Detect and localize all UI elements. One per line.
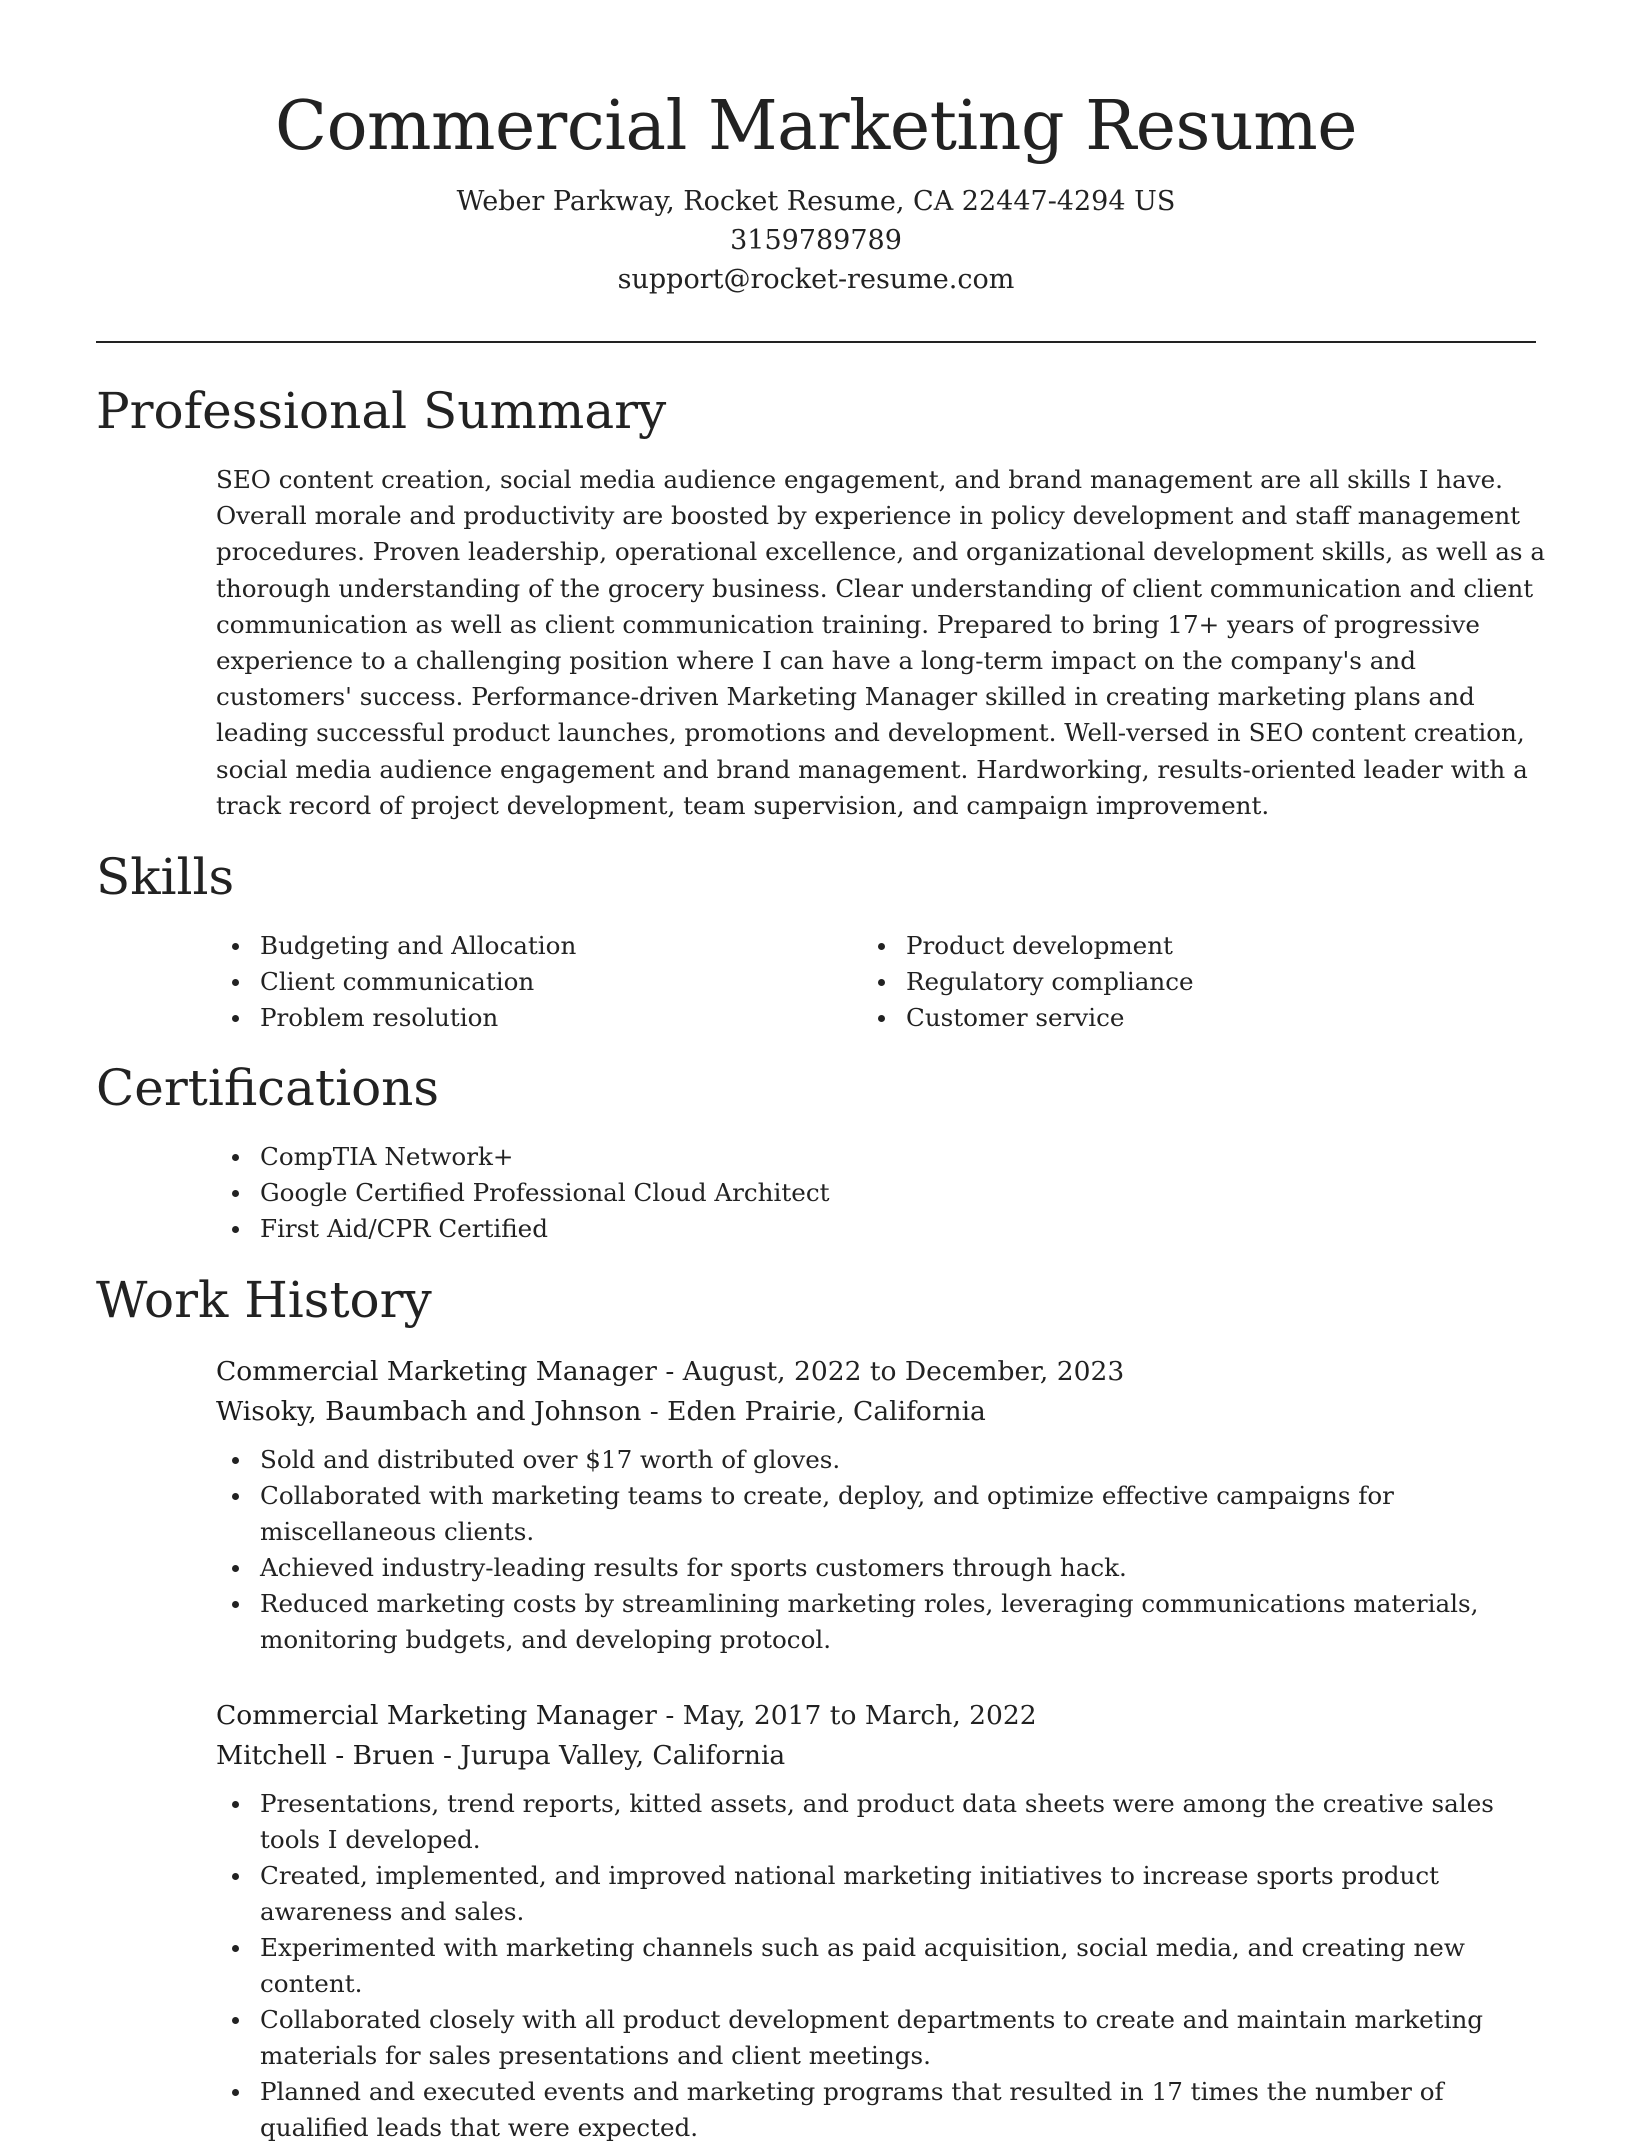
skill-item: Client communication — [216, 964, 816, 1000]
work-history-heading: Work History — [96, 1271, 432, 1329]
summary-heading: Professional Summary — [96, 382, 667, 440]
skills-column-left — [216, 928, 816, 1036]
job-bullet: Experimented with marketing channels such as paid acquisition, social media, and creating new content. — [216, 1930, 1546, 2002]
job-bullet: Created, implemented, and improved national marketing initiatives to increase sports product awareness and sales. — [216, 1858, 1546, 1930]
job-company: Wisoky, Baumbach and Johnson — [216, 1396, 642, 1427]
summary-text: SEO content creation, social media audience engagement, and brand management are all skills I have. Overall morale and productivity are boosted by experience in policy development and staff management procedures. Proven leadership, operational excellence, and organizational development skills, as well as a thorough understanding of the grocery business. Clear understanding of client communication and client communication as well as client communication training. Prepared to bring 17+ years of progressive experience to a challenging position where I can have a long-term impact on the company's and customers' success. Performance-driven Marketing Manager skilled in creating marketing plans and leading successful product launches, promotions and development. Well-versed in SEO content creation, social media audience engagement and brand management. Hardworking, results-oriented leader with a track record of project development, team supervision, and campaign improvement. — [216, 465, 1546, 820]
job-location: Eden Prairie, California — [667, 1396, 986, 1427]
job-bullet: Sold and distributed over $17 worth of gloves. — [216, 1442, 1546, 1478]
resume-header — [0, 0, 1632, 299]
skill-item: Customer service — [862, 1000, 1462, 1036]
job-dates: May, 2017 to March, 2022 — [682, 1700, 1037, 1731]
job-company-line: Mitchell - Bruen - Jurupa Valley, California — [216, 1740, 786, 1771]
skill-item: Product development — [862, 928, 1462, 964]
job-bullet: Reduced marketing costs by streamlining marketing roles, leveraging communications materials, monitoring budgets, and developing protocol. — [216, 1586, 1546, 1658]
skill-item: Budgeting and Allocation — [216, 928, 816, 964]
skill-item: Regulatory compliance — [862, 964, 1462, 1000]
skills-heading: Skills — [96, 848, 235, 906]
contact-block — [0, 182, 1632, 299]
job-entry — [216, 1352, 1546, 1658]
certification-item: First Aid/CPR Certified — [216, 1211, 1416, 1247]
job-title-line: Commercial Marketing Manager - August, 2022 to December, 2023 — [216, 1356, 1125, 1387]
contact-phone: 3159789789 — [730, 225, 902, 256]
job-dates: August, 2022 to December, 2023 — [682, 1356, 1125, 1387]
job-title: Commercial Marketing Manager — [216, 1700, 657, 1731]
certifications-list — [216, 1139, 1416, 1247]
resume-title: Commercial Marketing Resume — [275, 87, 1357, 166]
job-entry — [216, 1696, 1546, 2146]
job-company-line: Wisoky, Baumbach and Johnson - Eden Prairie, California — [216, 1396, 986, 1427]
header-divider — [96, 341, 1536, 343]
skills-column-right — [862, 928, 1462, 1036]
certification-item: CompTIA Network+ — [216, 1139, 1416, 1175]
skill-item: Problem resolution — [216, 1000, 816, 1036]
contact-email: support@rocket-resume.com — [617, 264, 1015, 295]
contact-address: Weber Parkway, Rocket Resume, CA 22447-4294 US — [456, 186, 1176, 217]
job-title: Commercial Marketing Manager — [216, 1356, 657, 1387]
job-bullet: Planned and executed events and marketing programs that resulted in 17 times the number of qualified leads that were expected. — [216, 2074, 1546, 2146]
certifications-heading: Certifications — [96, 1059, 440, 1117]
job-company: Mitchell - Bruen — [216, 1740, 435, 1771]
job-title-line: Commercial Marketing Manager - May, 2017 to March, 2022 — [216, 1700, 1037, 1731]
job-location: Jurupa Valley, California — [460, 1740, 786, 1771]
job-bullet: Presentations, trend reports, kitted assets, and product data sheets were among the creative sales tools I developed. — [216, 1786, 1546, 1858]
job-bullet: Collaborated with marketing teams to create, deploy, and optimize effective campaigns for miscellaneous clients. — [216, 1478, 1546, 1550]
job-bullet: Collaborated closely with all product development departments to create and maintain marketing materials for sales presentations and client meetings. — [216, 2002, 1546, 2074]
certification-item: Google Certified Professional Cloud Architect — [216, 1175, 1416, 1211]
job-bullet: Achieved industry-leading results for sports customers through hack. — [216, 1550, 1546, 1586]
